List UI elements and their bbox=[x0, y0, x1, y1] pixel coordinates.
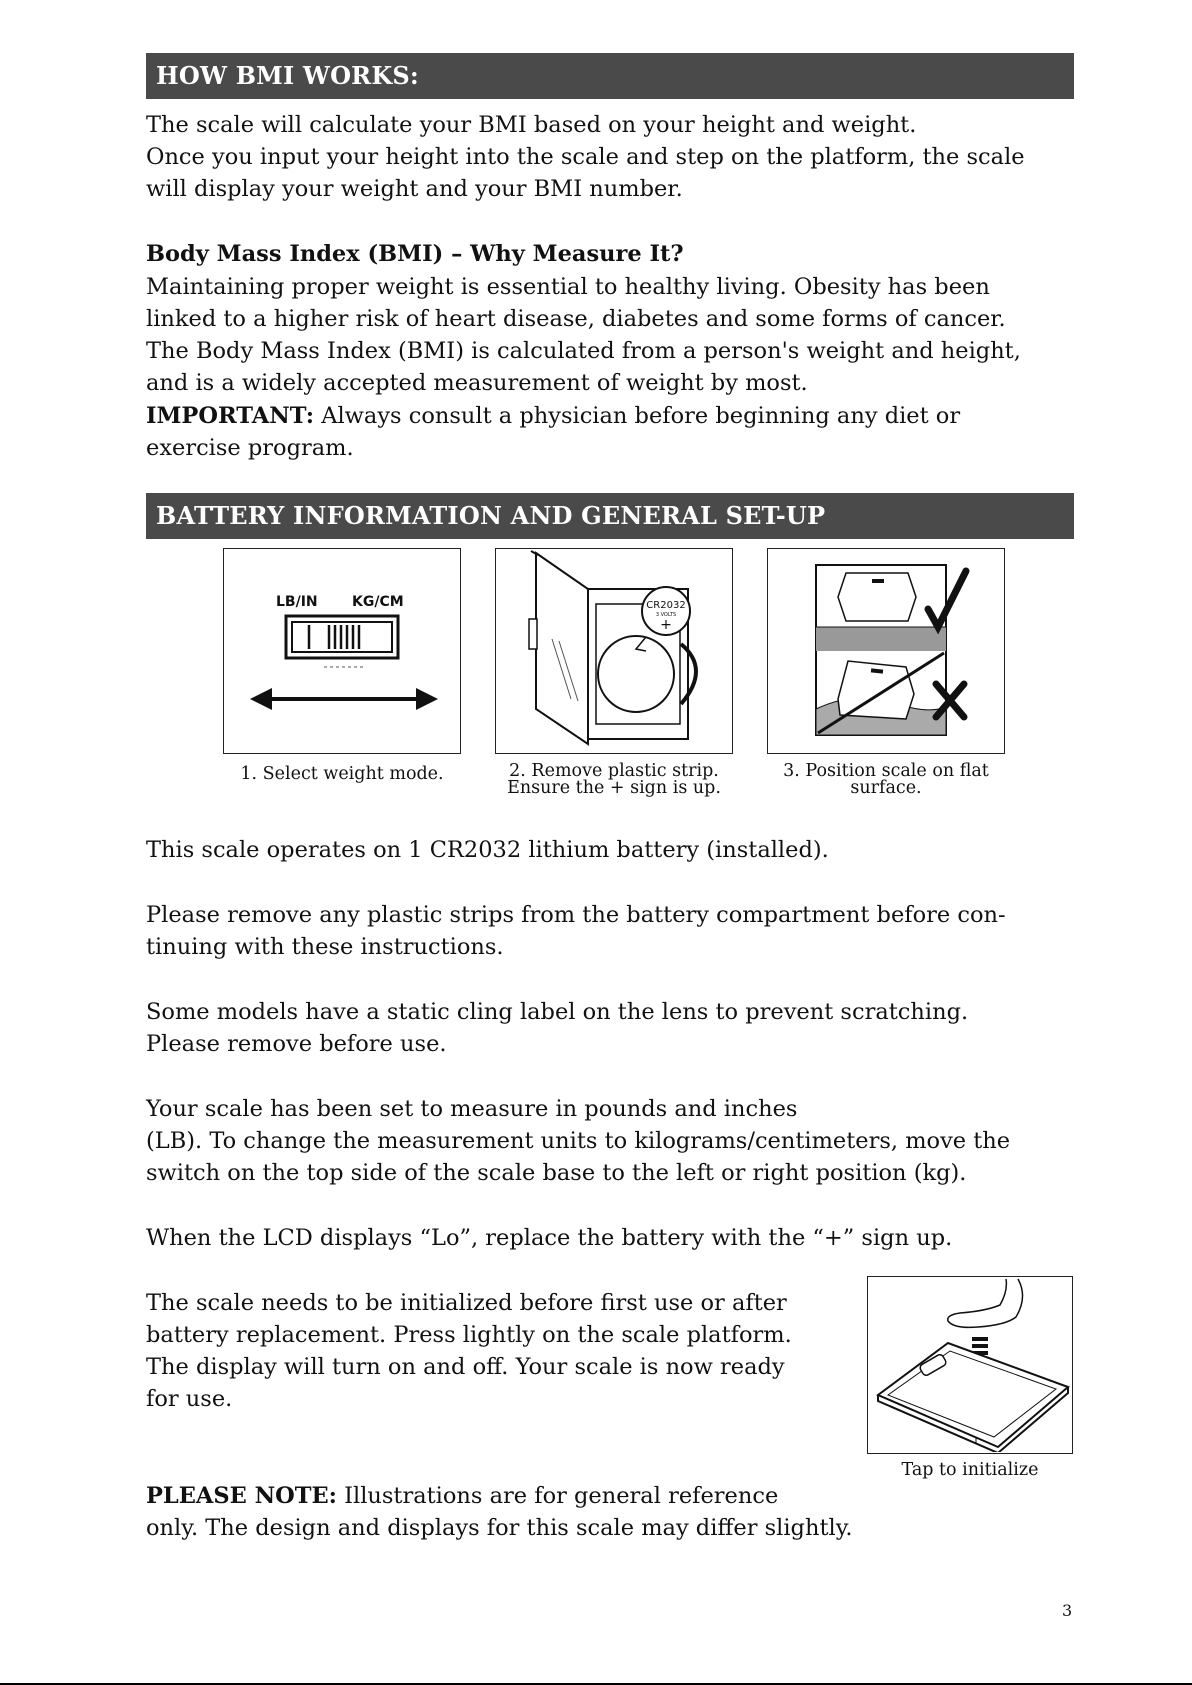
section-header-bmi: HOW BMI WORKS: bbox=[146, 53, 1074, 99]
bmi-why-heading: Body Mass Index (BMI) – Why Measure It? bbox=[146, 241, 684, 267]
switch-label-lbin: LB/IN bbox=[276, 594, 318, 610]
bmi-why-line-2: linked to a higher risk of heart disease, diabetes and some forms of cancer. bbox=[146, 306, 1006, 332]
figure-4-caption: Tap to initialize bbox=[901, 1460, 1039, 1480]
important-text: Always consult a physician before beginning any diet or bbox=[314, 403, 961, 429]
figure-2-caption-line-2: Ensure the + sign is up. bbox=[507, 778, 721, 798]
battery-p2-line-2: tinuing with these instructions. bbox=[146, 934, 504, 960]
battery-p6-line-3: The display will turn on and off. Your scale is now ready bbox=[146, 1354, 785, 1380]
page-number: 3 bbox=[1062, 1601, 1073, 1620]
battery-p4-line-2: (LB). To change the measurement units to kilograms/centimeters, move the bbox=[146, 1128, 1011, 1154]
bmi-why-line-4: and is a widely accepted measurement of weight by most. bbox=[146, 370, 808, 396]
switch-illustration bbox=[224, 549, 459, 752]
tap-scale-illustration bbox=[868, 1277, 1071, 1452]
battery-p3-line-2: Please remove before use. bbox=[146, 1031, 447, 1057]
bmi-important-line-2: exercise program. bbox=[146, 435, 354, 461]
battery-sub-label: 3 VOLTS bbox=[655, 612, 677, 618]
battery-p6-line-2: battery replacement. Press lightly on the scale platform. bbox=[146, 1322, 792, 1348]
please-note bbox=[146, 1480, 778, 1513]
battery-p3-line-1: Some models have a static cling label on the lens to prevent scratching. bbox=[146, 999, 969, 1025]
bmi-why-line-3: The Body Mass Index (BMI) is calculated from a person's weight and height, bbox=[146, 338, 1021, 364]
section-header-battery: BATTERY INFORMATION AND GENERAL SET-UP bbox=[146, 493, 1074, 539]
bmi-intro-line-1: The scale will calculate your BMI based on your height and weight. bbox=[146, 112, 917, 138]
bmi-important bbox=[146, 400, 960, 433]
battery-p4-line-3: switch on the top side of the scale base to the left or right position (kg). bbox=[146, 1160, 967, 1186]
battery-p2-line-1: Please remove any plastic strips from the battery compartment before con- bbox=[146, 902, 1006, 928]
please-note-text: Illustrations are for general reference bbox=[336, 1483, 779, 1509]
battery-illustration bbox=[496, 549, 731, 752]
please-note-line-2: only. The design and displays for this scale may differ slightly. bbox=[146, 1515, 853, 1541]
battery-plus-sign: + bbox=[660, 617, 672, 633]
figure-weight-mode-switch bbox=[223, 548, 461, 754]
figure-1-caption: 1. Select weight mode. bbox=[240, 764, 444, 784]
bmi-intro-line-3: will display your weight and your BMI number. bbox=[146, 176, 683, 202]
figure-tap-to-initialize bbox=[867, 1276, 1073, 1454]
figure-2-caption-line-1: 2. Remove plastic strip. bbox=[509, 761, 719, 781]
battery-label: CR2032 bbox=[646, 600, 686, 611]
figure-flat-surface bbox=[767, 548, 1005, 754]
battery-p6-line-1: The scale needs to be initialized before first use or after bbox=[146, 1290, 787, 1316]
bmi-intro-line-2: Once you input your height into the scale and step on the platform, the scale bbox=[146, 144, 1025, 170]
battery-p4-line-1: Your scale has been set to measure in pounds and inches bbox=[146, 1096, 798, 1122]
battery-p1: This scale operates on 1 CR2032 lithium battery (installed). bbox=[146, 837, 829, 863]
figure-3-caption-line-1: 3. Position scale on flat bbox=[783, 761, 989, 781]
figure-3-caption-line-2: surface. bbox=[850, 778, 922, 798]
important-label: IMPORTANT: bbox=[146, 403, 315, 429]
battery-p5: When the LCD displays “Lo”, replace the battery with the “+” sign up. bbox=[146, 1225, 953, 1251]
flat-surface-illustration bbox=[768, 549, 1003, 752]
please-note-label: PLEASE NOTE: bbox=[146, 1483, 337, 1509]
bmi-why-line-1: Maintaining proper weight is essential to healthy living. Obesity has been bbox=[146, 274, 990, 300]
figure-battery-compartment bbox=[495, 548, 733, 754]
battery-p6-line-4: for use. bbox=[146, 1386, 233, 1412]
switch-label-kgcm: KG/CM bbox=[352, 594, 404, 610]
